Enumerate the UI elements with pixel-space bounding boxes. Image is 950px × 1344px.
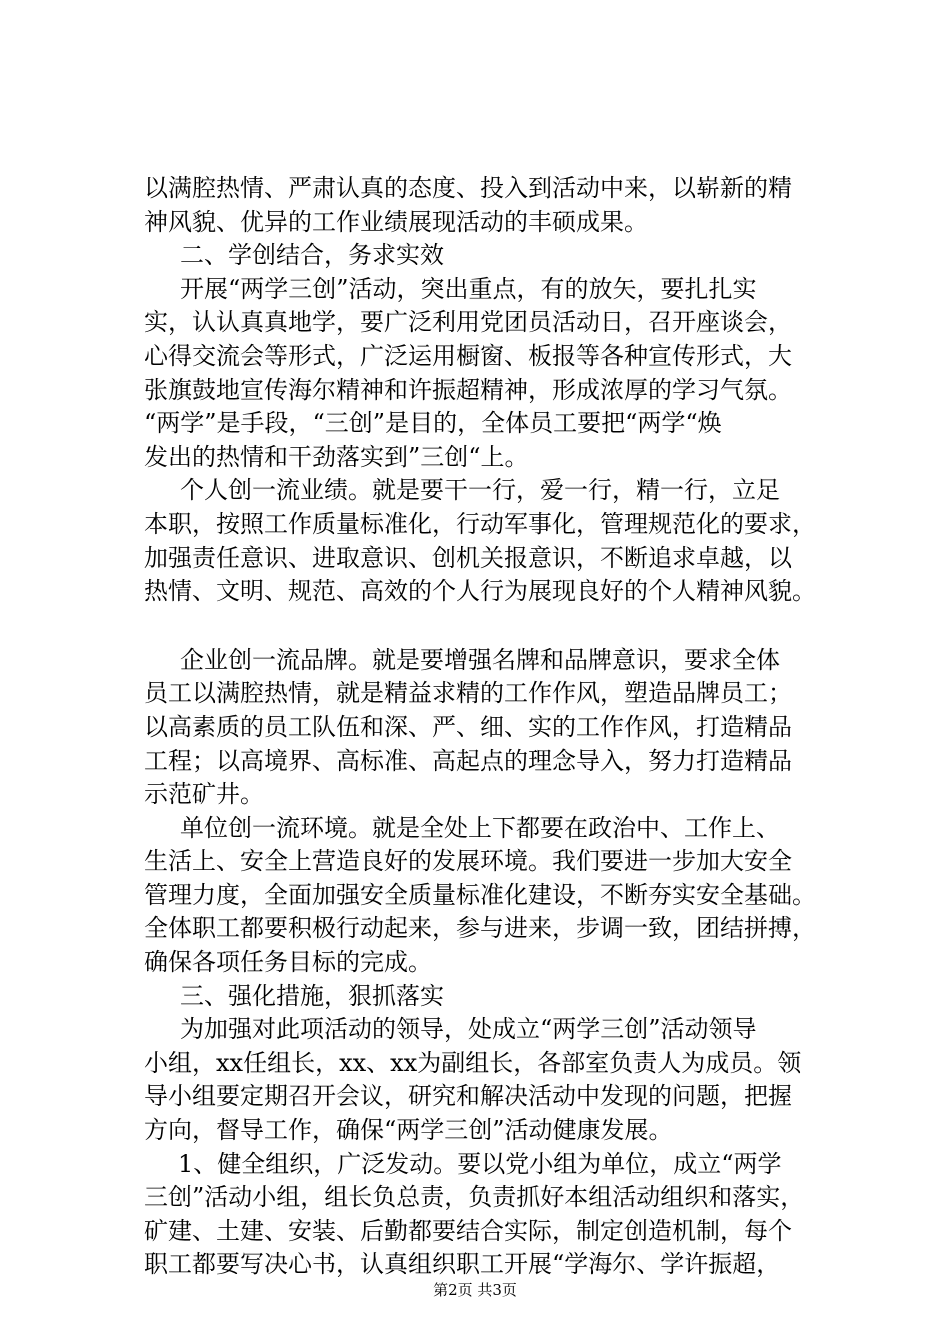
text-line: 生活上、安全上营造良好的发展环境。我们要进一步加大安全 <box>144 847 792 876</box>
text-line: 确保各项任务目标的完成。 <box>144 948 432 977</box>
text-line: 张旗鼓地宣传海尔精神和许振超精神，形成浓厚的学习气氛。 <box>144 375 792 404</box>
document-body <box>144 172 850 1282</box>
text-line: 矿建、土建、安装、后勤都要结合实际，制定创造机制，每个 <box>144 1216 792 1245</box>
text-line: 本职，按照工作质量标准化，行动军事化，管理规范化的要求， <box>144 509 816 538</box>
text-line: 个人创一流业绩。就是要干一行，爱一行，精一行，立足 <box>180 476 780 505</box>
text-line: 神风貌、优异的工作业绩展现活动的丰硕成果。 <box>144 207 648 236</box>
text-line: 单位创一流环境。就是全处上下都要在政治中、工作上、 <box>180 813 780 842</box>
text-line: 实，认认真真地学，要广泛利用党团员活动日，召开座谈会， <box>144 308 792 337</box>
text-line: 方向，督导工作，确保“两学三创”活动健康发展。 <box>144 1116 673 1145</box>
text-line: 示范矿井。 <box>144 780 264 809</box>
text-line: 企业创一流品牌。就是要增强名牌和品牌意识，要求全体 <box>180 645 780 674</box>
section-heading: 二、学创结合，务求实效 <box>180 241 444 270</box>
text-line: 工程；以高境界、高标准、高起点的理念导入，努力打造精品 <box>144 746 792 775</box>
text-line: 1、健全组织，广泛发动。要以党小组为单位，成立“两学 <box>178 1149 782 1178</box>
text-line: 心得交流会等形式，广泛运用橱窗、板报等各种宣传形式，大 <box>144 341 792 370</box>
text-line: 热情、文明、规范、高效的个人行为展现良好的个人精神风貌。 <box>144 577 816 606</box>
text-line: 职工都要写决心书，认真组织职工开展“学海尔、学许振超， <box>144 1250 781 1279</box>
text-line: 开展“两学三创”活动，突出重点，有的放矢，要扎扎实 <box>180 274 757 303</box>
text-line: 导小组要定期召开会议，研究和解决活动中发现的问题，把握 <box>144 1082 792 1111</box>
text-line: “两学”是手段，“三创”是目的，全体员工要把“两学“焕 <box>144 409 722 438</box>
text-line: 小组，xx任组长，xx、xx为副组长，各部室负责人为成员。领 <box>144 1048 802 1077</box>
text-line: 管理力度，全面加强安全质量标准化建设，不断夯实安全基础。 <box>144 880 816 909</box>
section-heading: 三、强化措施，狠抓落实 <box>180 981 444 1010</box>
text-line: 加强责任意识、进取意识、创机关报意识，不断追求卓越，以 <box>144 543 792 572</box>
text-line: 为加强对此项活动的领导，处成立“两学三创”活动领导 <box>180 1015 757 1044</box>
text-line: 三创”活动小组，组长负总责，负责抓好本组活动组织和落实， <box>144 1183 805 1212</box>
text-line: 发出的热情和干劲落实到”三创“上。 <box>144 442 529 471</box>
page-number-label: 第2页 共3页 <box>433 1281 517 1299</box>
text-line: 全体职工都要积极行动起来，参与进来，步调一致，团结拼搏， <box>144 914 816 943</box>
text-line: 以满腔热情、严肃认真的态度、投入到活动中来，以崭新的精 <box>144 174 792 202</box>
text-line: 以高素质的员工队伍和深、严、细、实的工作作风，打造精品 <box>144 712 792 741</box>
text-line: 员工以满腔热情，就是精益求精的工作作风，塑造品牌员工； <box>144 679 792 708</box>
page-footer <box>0 1280 950 1300</box>
